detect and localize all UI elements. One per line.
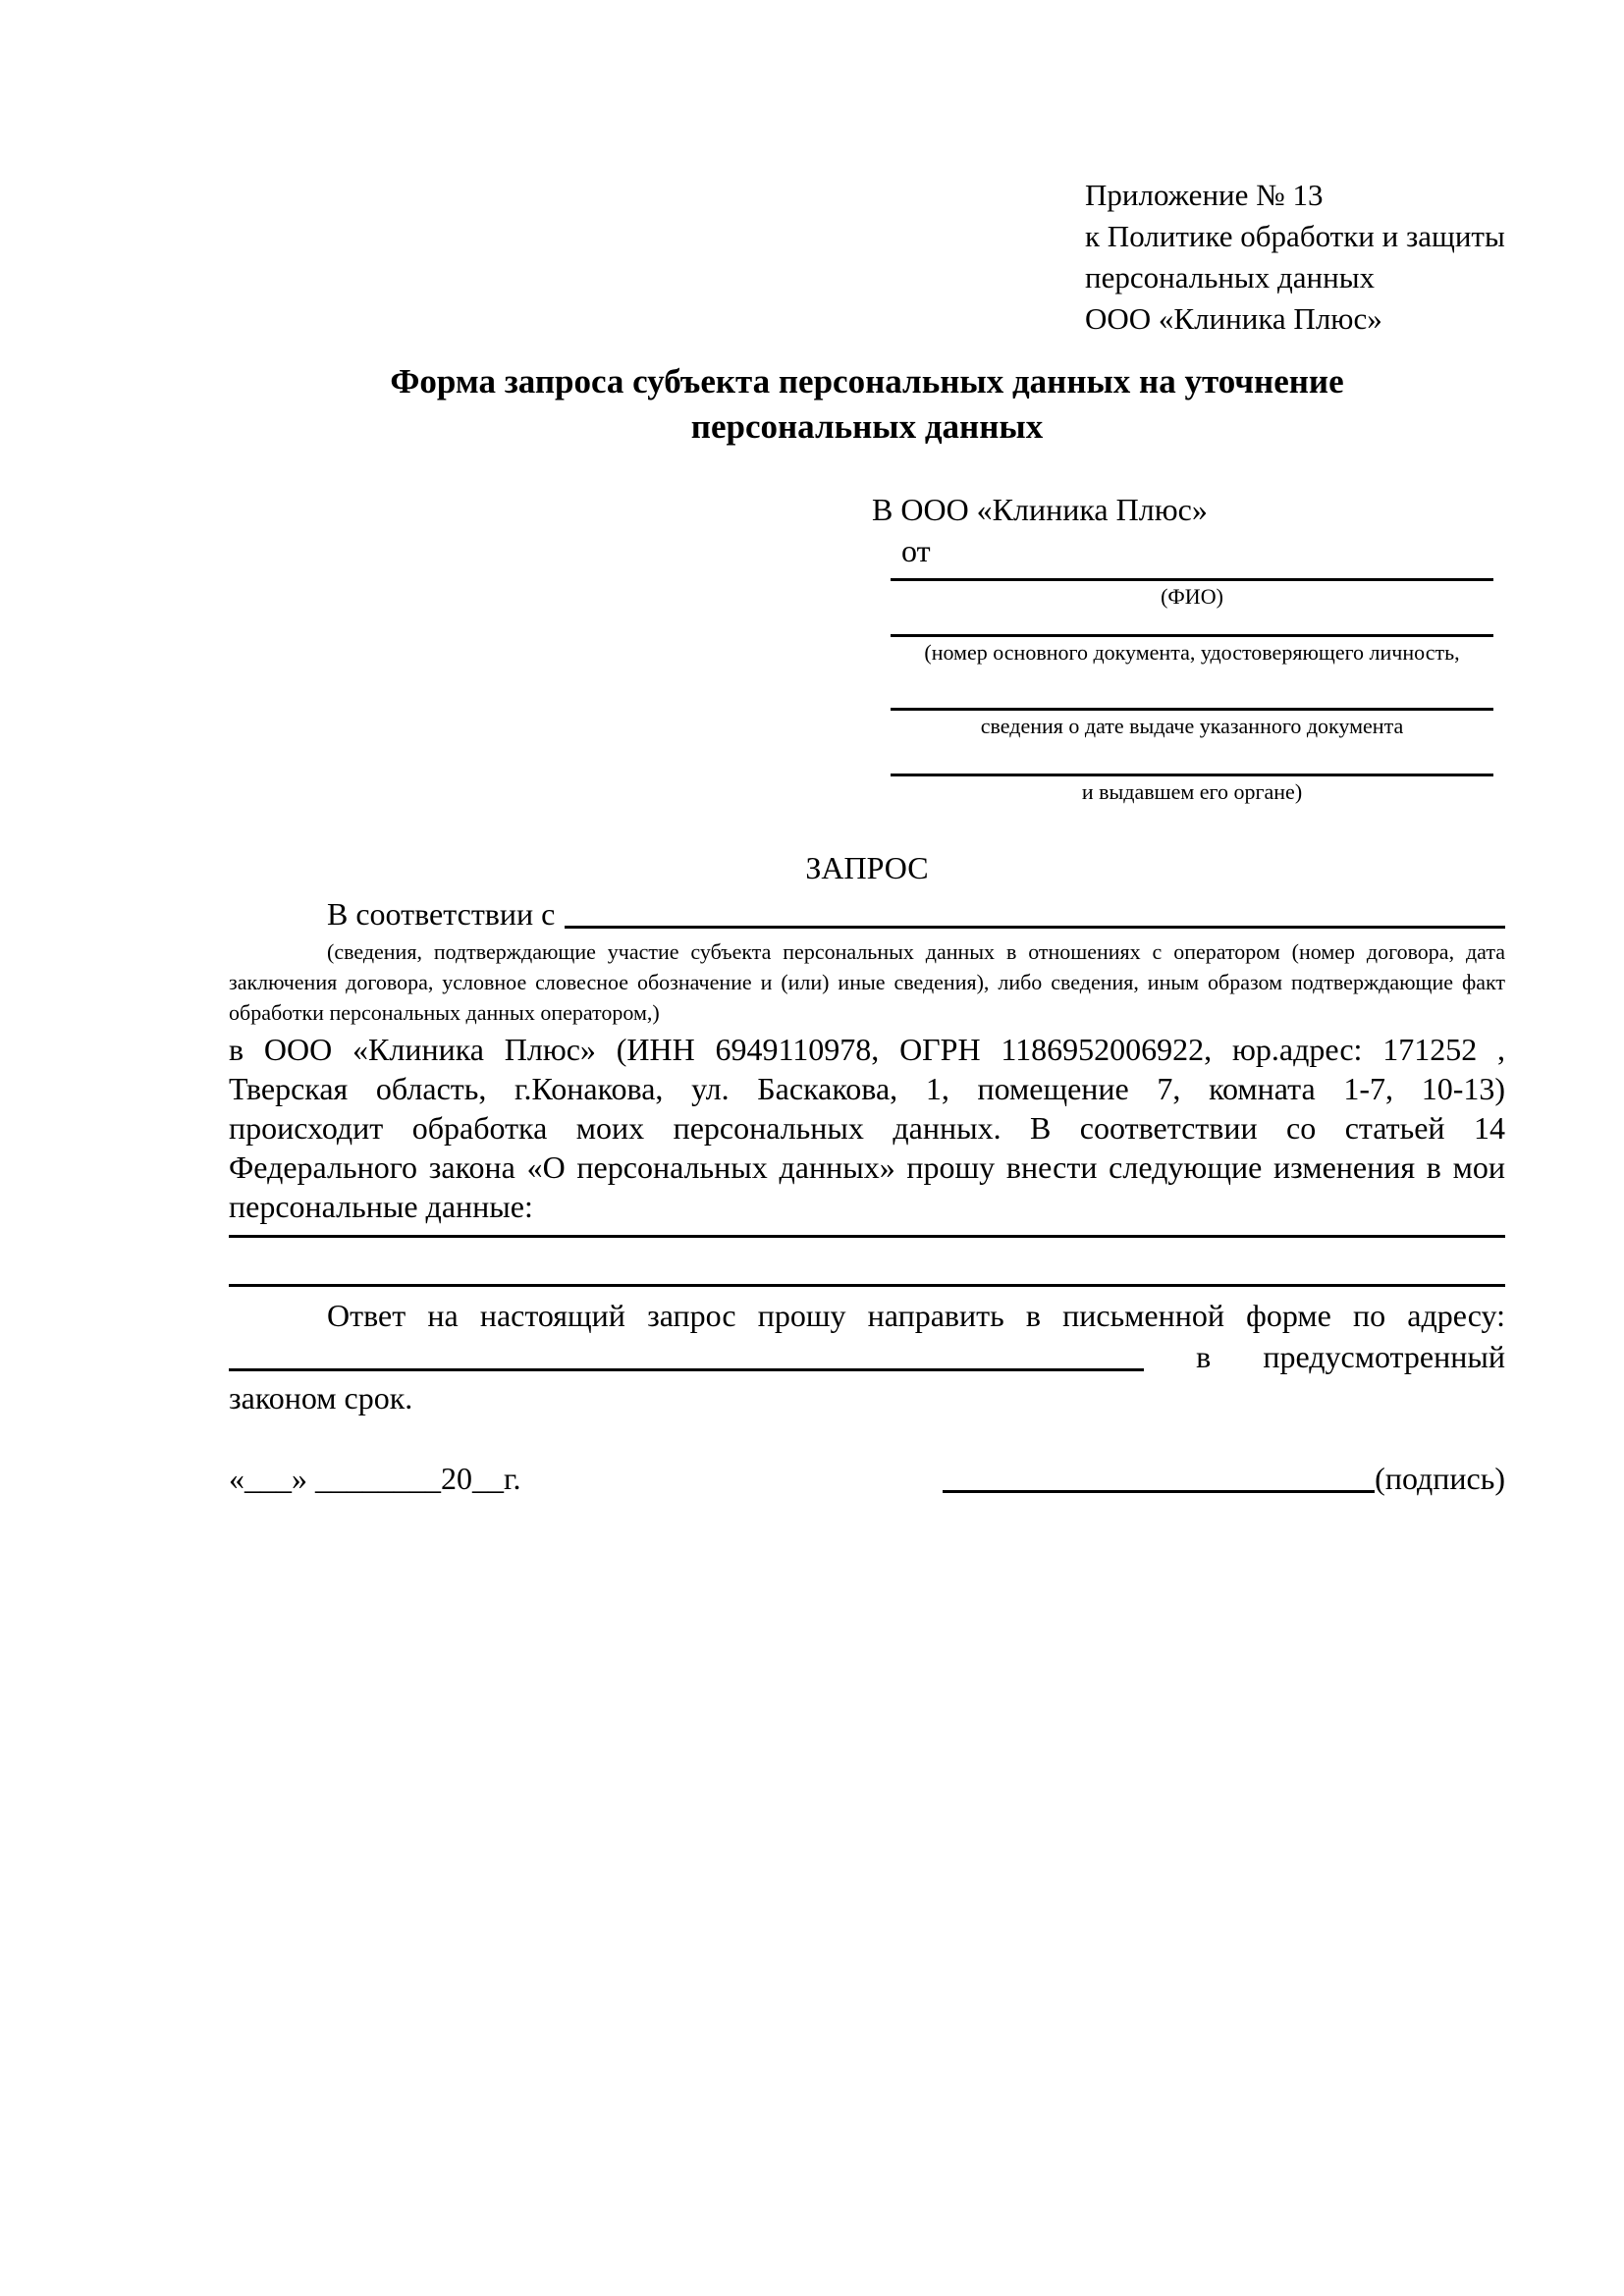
signature-row (229, 1458, 1505, 1499)
document-number-blank-line (891, 610, 1493, 637)
request-body-line: Тверская область, г.Конакова, ул. Баскакова, 1, помещение 7, комната 1-7, 10-13) (229, 1071, 1505, 1106)
accordance-row (229, 893, 1505, 934)
signature-field (943, 1458, 1505, 1499)
signature-caption: (подпись) (1375, 1461, 1505, 1496)
reply-address-row (229, 1336, 1505, 1377)
accordance-blank-line (565, 926, 1505, 929)
changes-blank-line-1 (229, 1226, 1505, 1238)
from-label: от (901, 533, 931, 568)
request-body (229, 1030, 1505, 1226)
applicant-fields (891, 571, 1493, 805)
addressee-line: В ООО «Клиника Плюс» (872, 492, 1208, 527)
document-number-caption: (номер основного документа, удостоверяющего личность, (924, 640, 1460, 665)
annex-line: персональных данных (1085, 260, 1376, 294)
issuing-authority-blank-line (891, 739, 1493, 776)
issuing-authority-caption: и выдавшем его органе) (1081, 779, 1303, 804)
reply-word-last: предусмотренный (1263, 1339, 1505, 1374)
signature-blank-line (943, 1490, 1375, 1493)
fine-print-line: обработки персональных данных оператором,) (229, 1000, 660, 1025)
issue-date-caption: сведения о дате выдаче указанного документа (980, 714, 1404, 738)
request-body-line: происходит обработка моих персональных данных. В соответствии со статьей 14 (229, 1110, 1505, 1146)
request-heading: ЗАПРОС (805, 850, 929, 885)
reply-closing-line: законом срок. (229, 1380, 413, 1415)
annex-line: к Политике обработки и защиты (1085, 219, 1505, 253)
request-body-line: персональные данные: (229, 1189, 533, 1224)
issue-date-blank-line (891, 666, 1493, 711)
accordance-prefix: В соответствии с (327, 896, 556, 932)
changes-blank-line-2 (229, 1238, 1505, 1287)
fine-print-note (229, 936, 1505, 1028)
fine-print-line: заключения договора, условное словесное обозначение и (или) иные сведения), либо сведения, иным образом подтверждающие факт (229, 970, 1505, 994)
reply-instruction-line: Ответ на настоящий запрос прошу направить в письменной форме по адресу: (327, 1298, 1505, 1333)
request-body-line: Федерального закона «О персональных данных» прошу внести следующие изменения в мои (229, 1149, 1505, 1185)
fine-print-line: (сведения, подтверждающие участие субъекта персональных данных в отношениях с оператором (номер договора, дата (327, 939, 1505, 964)
form-title-line: персональных данных (690, 407, 1044, 446)
form-title-line: Форма запроса субъекта персональных данных на уточнение (390, 362, 1344, 400)
form-title (229, 359, 1505, 450)
address-blank-line (229, 1368, 1144, 1371)
request-body-line: в ООО «Клиника Плюс» (ИНН 6949110978, ОГРН 1186952006922, юр.адрес: 171252 , (229, 1032, 1505, 1067)
fio-blank-line (891, 571, 1493, 581)
date-line: «___» ________20__г. (229, 1461, 521, 1496)
fio-caption: (ФИО) (1161, 584, 1223, 609)
reply-word-in: в (1196, 1339, 1212, 1374)
annex-block (1085, 0, 1505, 340)
annex-line: Приложение № 13 (1085, 178, 1324, 212)
annex-line: ООО «Клиника Плюс» (1085, 301, 1382, 336)
